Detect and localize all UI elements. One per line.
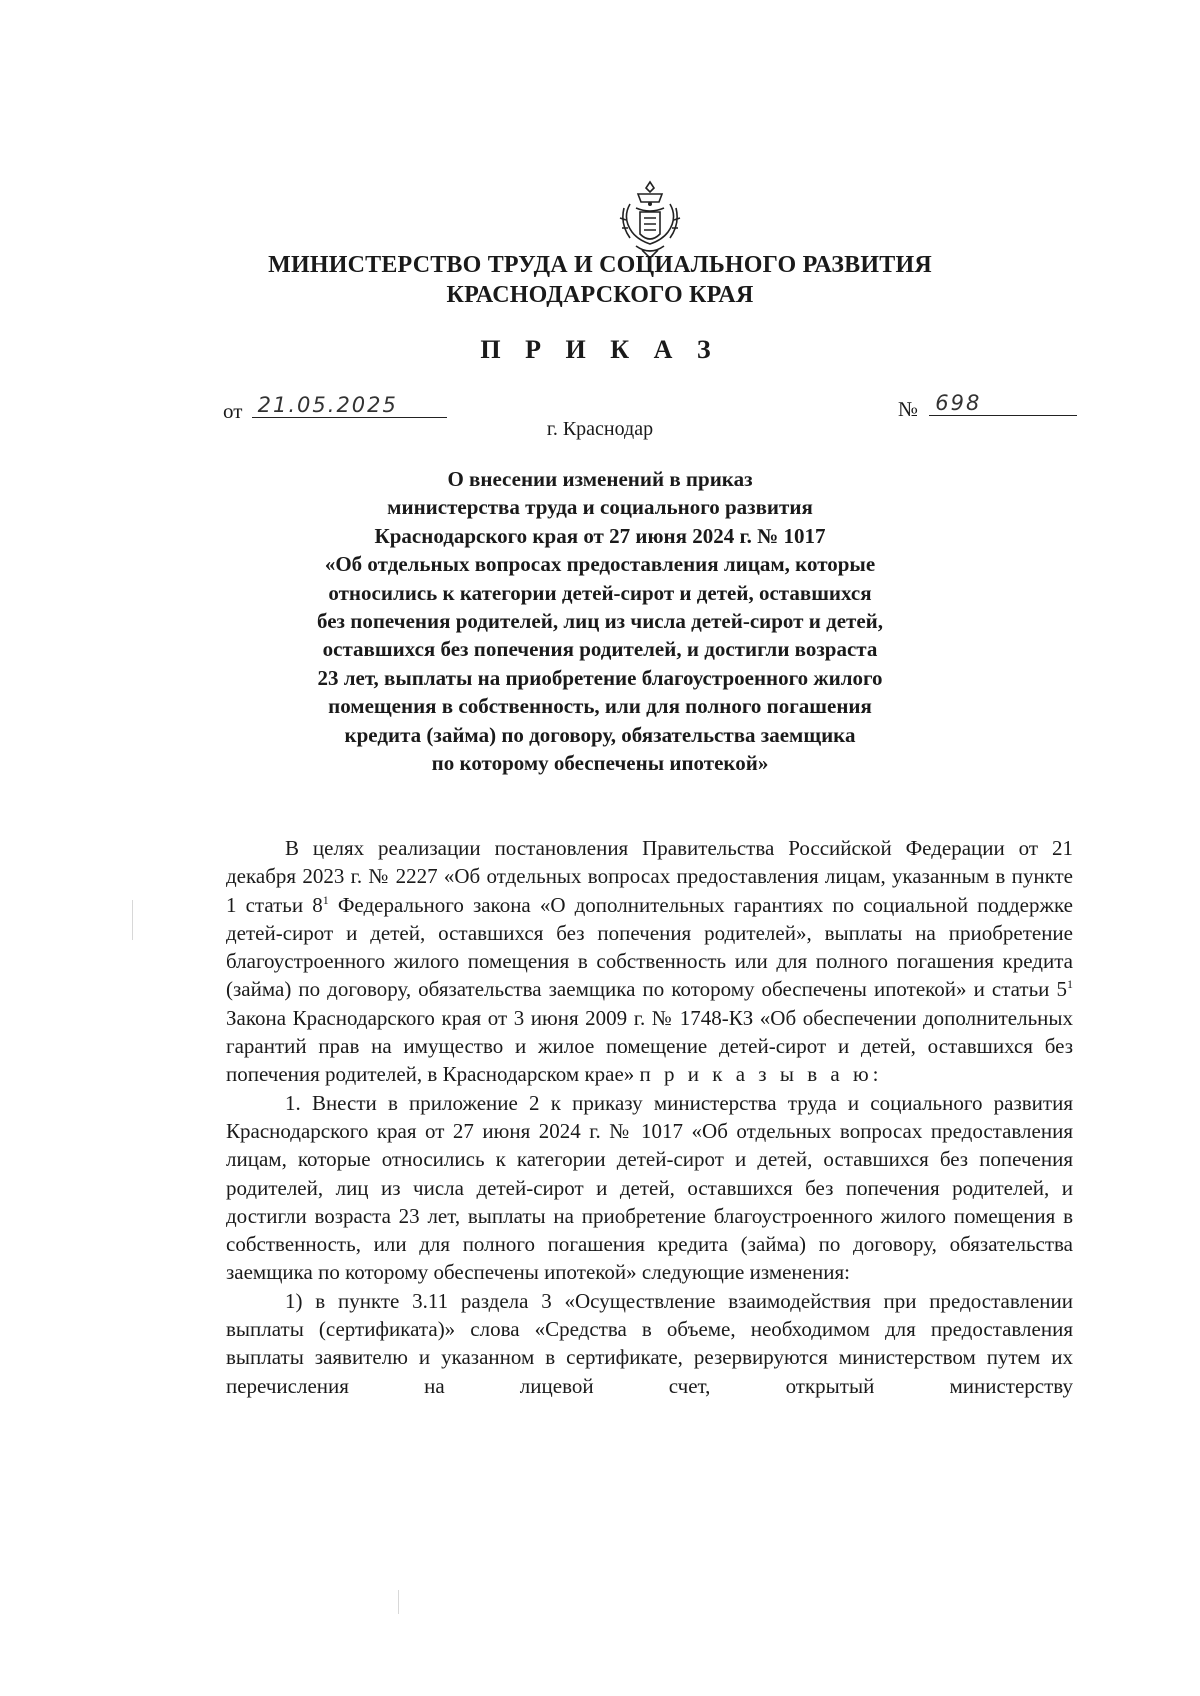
title-line: министерства труда и социального развития: [387, 495, 813, 520]
scan-mark: [132, 900, 133, 940]
document-type: П Р И К А З: [480, 335, 720, 364]
order-title: [0, 465, 1200, 777]
paragraph-preamble: [226, 834, 1073, 1089]
handwritten-number: 698: [935, 391, 982, 415]
title-line: без попечения родителей, лиц из числа детей-сирот и детей,: [317, 609, 883, 634]
title-line: О внесении изменений в приказ: [447, 467, 753, 491]
title-line: по которому обеспечены ипотекой»: [431, 751, 769, 776]
title-line: 23 лет, выплаты на приобретение благоустроенного жилого: [317, 665, 883, 690]
date-prefix: от: [223, 399, 243, 423]
superscript-1: 1: [322, 892, 329, 907]
order-body: [226, 834, 1073, 1400]
ministry-line-1: МИНИСТЕРСТВО ТРУДА И СОЦИАЛЬНОГО РАЗВИТИЯ: [268, 252, 932, 278]
paragraph-item-1: 1. Внести в приложение 2 к приказу министерства труда и социального развития Краснодарского края от 27 июня 2024 г. № 1017 «Об отдельных вопросах предоставления лицам, которые относились к категории детей-сирот и детей, оставшихся без попечения родителей, лиц из числа детей-сирот и детей, оставшихся без попечения родителей, и достигли возраста 23 лет, выплаты на приобретение благоустроенного жилого помещения в собственность, или для полного погашения кредита (займа) по договору, обязательства заемщика по которому обеспечены ипотекой» следующие изменения:: [226, 1090, 1073, 1285]
order-word: п р и к а з ы в а ю:: [639, 1062, 883, 1087]
handwritten-date: 21.05.2025: [257, 393, 398, 417]
title-line: «Об отдельных вопросах предоставления лицам, которые: [324, 552, 876, 577]
city: г. Краснодар: [546, 418, 654, 440]
title-line: оставшихся без попечения родителей, и достигли возраста: [322, 637, 878, 662]
title-line: помещения в собственность, или для полного погашения: [328, 694, 872, 719]
preamble-part-c: Закона Краснодарского края от 3 июня 2009 г. № 1748-КЗ «Об обеспечении дополнительных гарантий прав на имущество и жилое помещение детей-сирот и детей, оставшихся без попечения родителей, в Краснодарском крае»: [226, 1005, 1073, 1087]
date-blank-line: [252, 395, 447, 418]
preamble-part-a: В целях реализации постановления Правительства Российской Федерации от 21 декабря 2023 г. № 2227 «Об отдельных вопросах предоставления лицам, указанным в пункте 1 статьи 8: [226, 836, 1073, 917]
superscript-2: 1: [1067, 977, 1073, 992]
title-line: кредита (займа) по договору, обязательства заемщика: [344, 722, 856, 747]
paragraph-item-1-1: 1) в пункте 3.11 раздела 3 «Осуществление взаимодействия при предоставлении выплаты (сертификата)» слова «Средства в объеме, необходимом для предоставления выплаты заявителю и указанном в сертификате, резервируются министерством путем их перечисления на лицевой счет, открытый министерству: [226, 1288, 1073, 1398]
preamble-part-b: Федерального закона «О дополнительных гарантиях по социальной поддержке детей-сирот и детей, оставшихся без попечения родителей», выплаты на приобретение благоустроенного жилого помещения в собственность или для полного погашения кредита (займа) по договору, обязательства заемщика по которому обеспечены ипотекой» и статьи 5: [226, 892, 1073, 1002]
number-prefix: №: [898, 397, 919, 421]
scan-mark: [398, 1590, 399, 1614]
title-line: Краснодарского края от 27 июня 2024 г. № 1017: [374, 523, 826, 548]
ministry-line-2: КРАСНОДАРСКОГО КРАЯ: [446, 282, 754, 308]
number-blank-line: [929, 393, 1077, 416]
title-line: относились к категории детей-сирот и детей, оставшихся: [328, 580, 872, 605]
ministry-name: [0, 250, 1200, 310]
